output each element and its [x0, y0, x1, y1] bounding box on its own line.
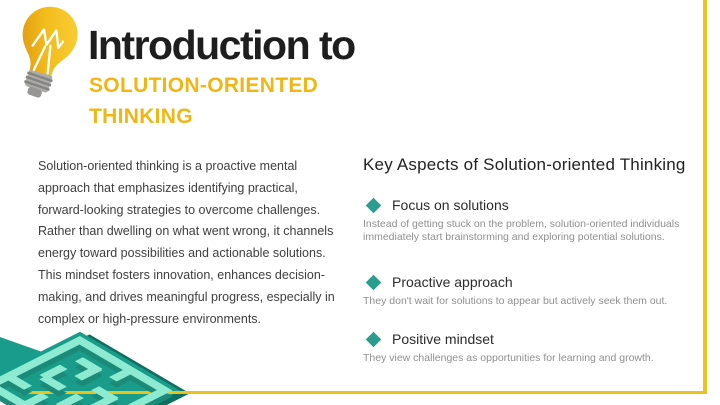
diamond-bullet-icon	[366, 197, 382, 213]
key-aspect-title: Focus on solutions	[392, 197, 509, 213]
diamond-bullet-icon	[366, 331, 382, 347]
key-aspect-header	[363, 274, 711, 290]
key-aspect-description: They don't wait for solutions to appear but actively seek them out.	[363, 295, 668, 307]
key-aspect-item	[363, 197, 711, 244]
key-aspect-title: Proactive approach	[392, 274, 513, 290]
key-aspect-title: Positive mindset	[392, 331, 494, 347]
key-aspect-description: They view challenges as opportunities for learning and growth.	[363, 352, 654, 364]
key-aspect-header	[363, 197, 711, 213]
subtitle-line-1: SOLUTION-ORIENTED	[89, 74, 319, 97]
slide-title: Introduction to	[88, 22, 355, 68]
key-aspects-heading: Key Aspects of Solution-oriented Thinking	[363, 155, 686, 174]
intro-paragraph: Solution-oriented thinking is a proactive mental approach that emphasizes identifying practical, forward-looking strategies to overcome challenges. Rather than dwelling on what went wrong, it channels energy toward possibilities and actionable solutions. This mindset fosters innovation, enhances decision-making, and drives meaningful progress, especially in complex or high-pressure environments.	[38, 159, 335, 326]
diamond-bullet-icon	[366, 274, 382, 290]
key-aspect-description: Instead of getting stuck on the problem, solution-oriented individuals immediately start brainstorming and exploring potential solutions.	[363, 218, 680, 243]
slide-subtitle	[89, 70, 318, 132]
key-aspect-item	[363, 274, 711, 308]
key-aspects-section	[363, 155, 711, 364]
subtitle-line-2: THINKING	[89, 105, 193, 128]
key-aspect-header	[363, 331, 711, 347]
key-aspect-item	[363, 331, 711, 365]
lightbulb-icon	[6, 2, 84, 112]
